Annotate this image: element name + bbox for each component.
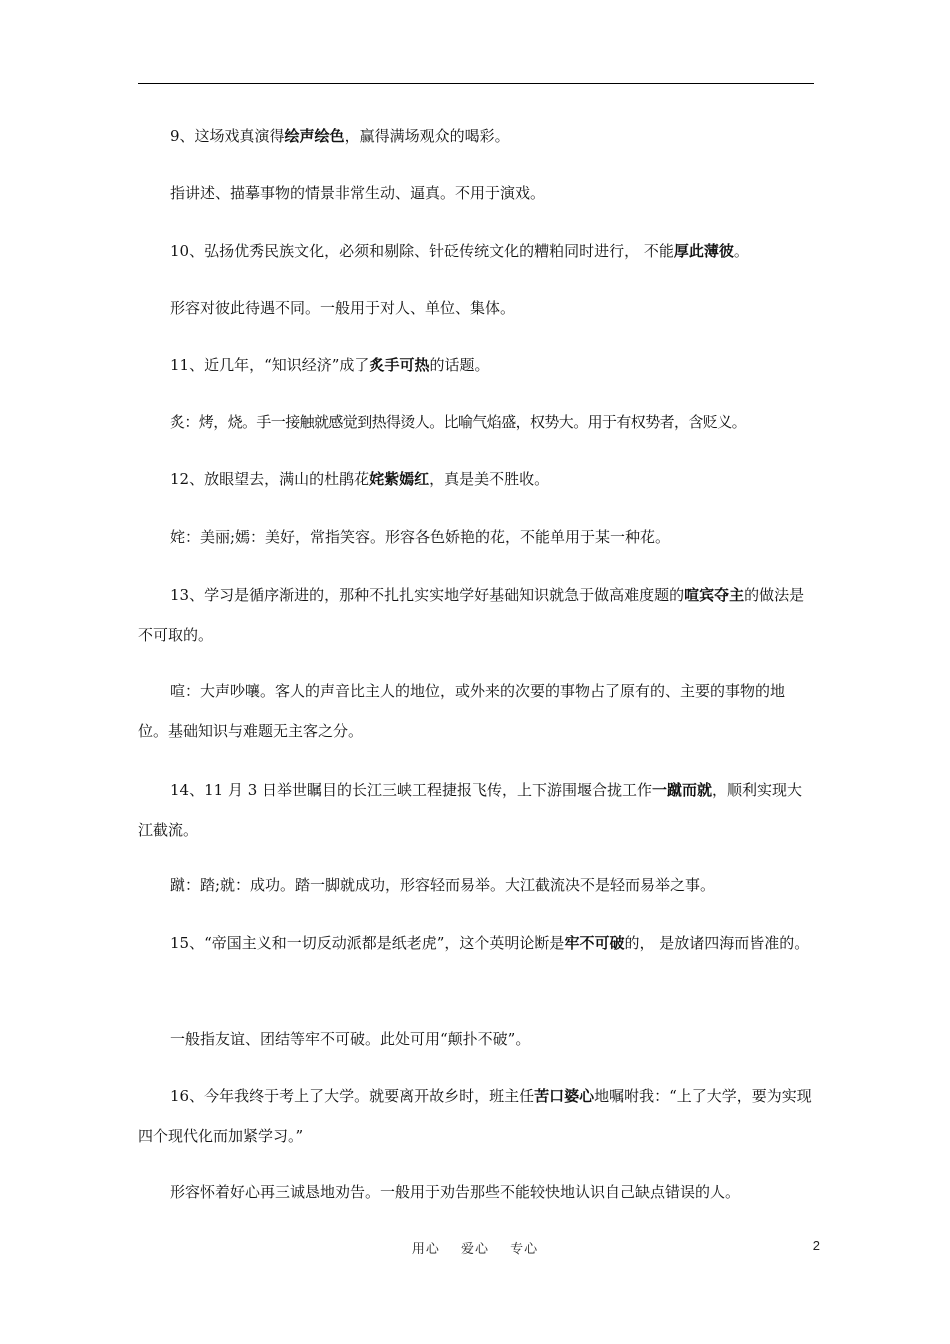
paragraph-13: 13、学习是循序渐进的，那种不扎扎实实地学好基础知识就急于做高难度题的喧宾夺主的做法是不可取的。 (138, 586, 805, 644)
explanation-13: 喧：大声吵嚷。客人的声音比主人的地位，或外来的次要的事物占了原有的、主要的事物的地位。基础知识与难题无主客之分。 (138, 682, 786, 740)
page-number: 2 (812, 1238, 820, 1253)
idiom-highlight: 厚此薄彼 (673, 242, 734, 260)
explanation-14: 蹴：踏;就：成功。踏一脚就成功，形容轻而易举。大江截流决不是轻而易举之事。 (170, 876, 716, 894)
header-rule (138, 83, 814, 84)
paragraph-16: 16、今年我终于考上了大学。就要离开故乡时，班主任苦口婆心地嘱咐我：“上了大学，要为实现四个现代化而加紧学习。” (138, 1087, 812, 1145)
explanation-10: 形容对彼此待遇不同。一般用于对人、单位、集体。 (170, 299, 516, 317)
paragraph-15: 15、“帝国主义和一切反动派都是纸老虎”，这个英明论断是牢不可破的， 是放诸四海而皆准的。 (170, 934, 810, 952)
paragraph-14: 14、11 月 3 日举世瞩目的长江三峡工程捷报飞传，上下游围堰合拢工作一蹴而就，顺利实现大江截流。 (138, 781, 803, 839)
idiom-highlight: 绘声绘色 (284, 127, 345, 145)
explanation-16: 形容怀着好心再三诚恳地劝告。一般用于劝告那些不能较快地认识自己缺点错误的人。 (170, 1183, 741, 1201)
paragraph-9: 9、这场戏真演得绘声绘色，赢得满场观众的喝彩。 (170, 127, 510, 145)
idiom-highlight: 苦口婆心 (534, 1087, 595, 1105)
idiom-highlight: 牢不可破 (564, 934, 625, 952)
explanation-9: 指讲述、描摹事物的情景非常生动、逼真。不用于演戏。 (170, 184, 546, 202)
paragraph-12: 12、放眼望去，满山的杜鹃花姹紫嫣红，真是美不胜收。 (170, 470, 550, 488)
idiom-highlight: 姹紫嫣红 (369, 470, 430, 488)
footer-word: 爱心 (460, 1242, 489, 1257)
idiom-highlight: 炙手可热 (369, 356, 430, 374)
paragraph-11: 11、近几年，“知识经济”成了炙手可热的话题。 (170, 356, 490, 374)
idiom-highlight: 一蹴而就 (652, 781, 713, 799)
idiom-highlight: 喧宾夺主 (684, 586, 745, 604)
explanation-12: 姹：美丽;嫣：美好，常指笑容。形容各色娇艳的花，不能单用于某一种花。 (170, 528, 671, 546)
paragraph-10: 10、弘扬优秀民族文化，必须和剔除、针砭传统文化的糟粕同时进行， 不能厚此薄彼。 (170, 242, 749, 260)
footer-word: 专心 (510, 1242, 539, 1257)
footer-word: 用心 (411, 1242, 440, 1257)
explanation-11: 炙：烤，烧。手一接触就感觉到热得烫人。比喻气焰盛，权势大。用于有权势者，含贬义。 (170, 413, 747, 431)
explanation-15: 一般指友谊、团结等牢不可破。此处可用“颠扑不破”。 (170, 1030, 531, 1048)
